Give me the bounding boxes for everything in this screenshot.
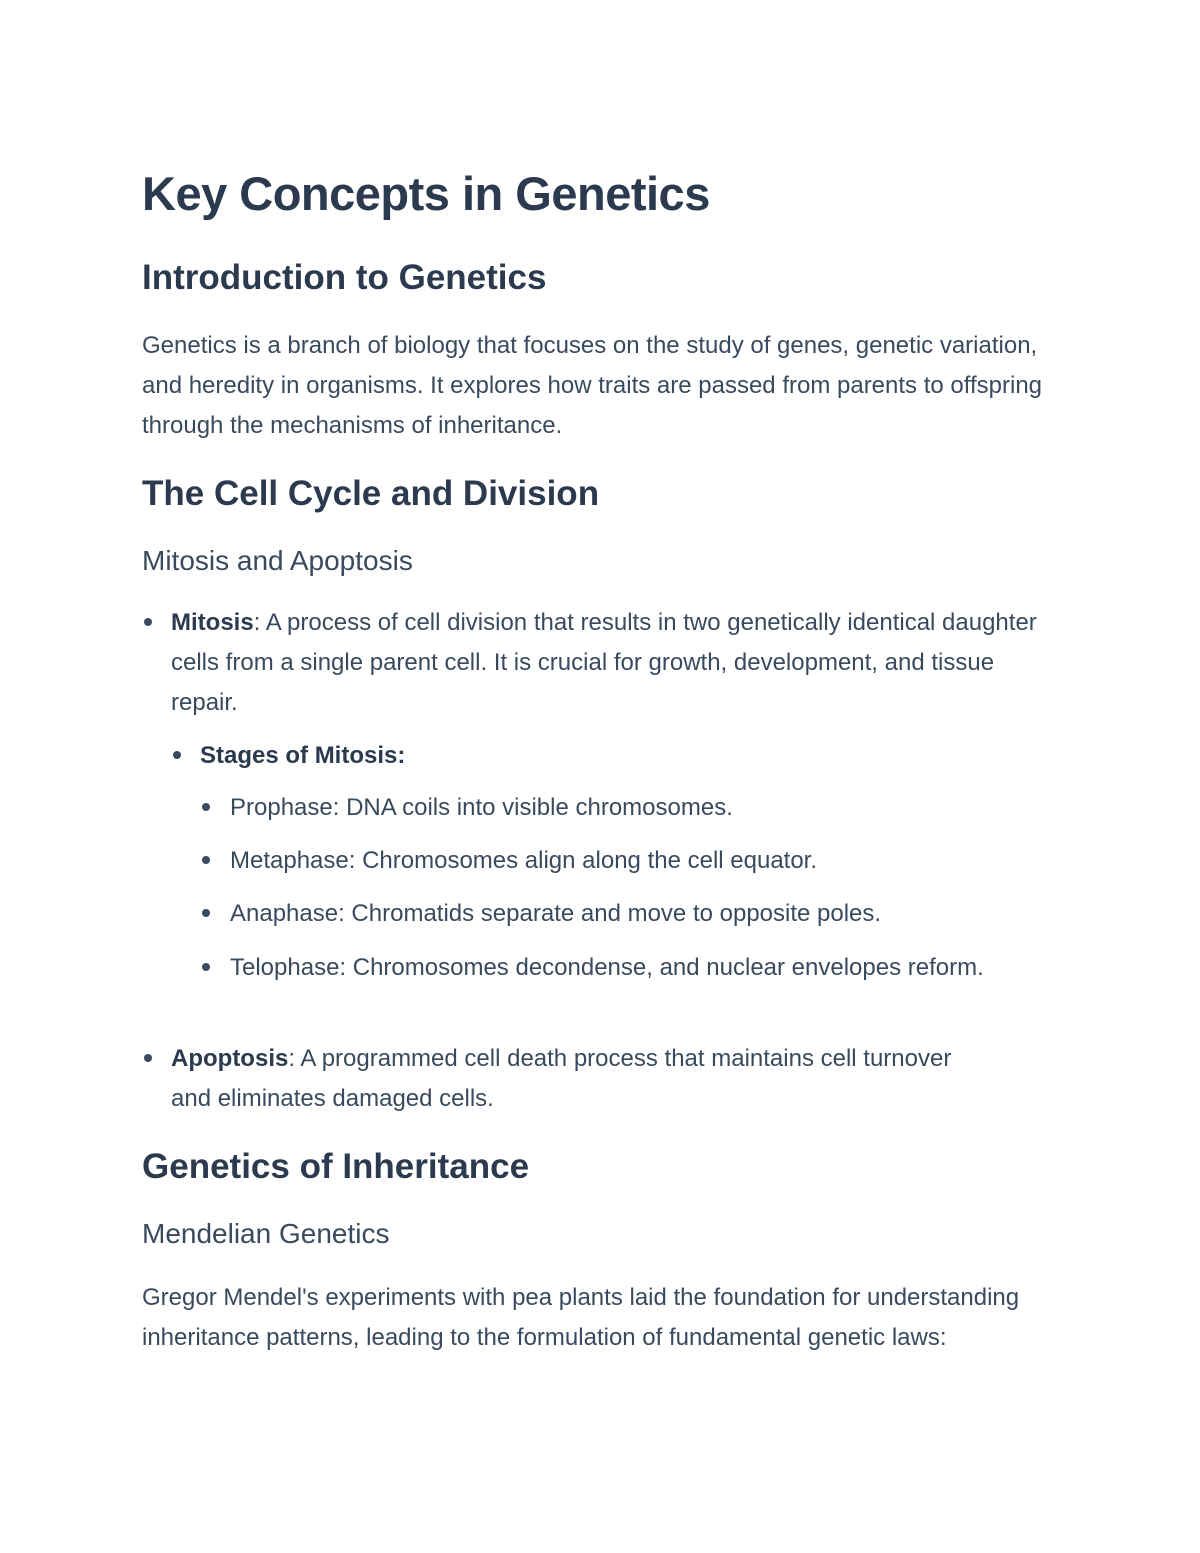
list-item-metaphase: Metaphase: Chromosomes align along the cell equator.: [230, 847, 818, 874]
bullet-dot: [202, 856, 210, 864]
apoptosis-term: Apoptosis: [171, 1045, 289, 1072]
list-item-prophase: Prophase: DNA coils into visible chromosomes.: [230, 794, 733, 821]
apoptosis-description: : A programmed cell death process that maintains cell turnover and eliminates damaged cells.: [171, 1045, 952, 1112]
subheading-mitosis-apoptosis: Mitosis and Apoptosis: [142, 545, 413, 576]
stages-of-mitosis-label: Stages of Mitosis:: [200, 742, 406, 769]
list-item-apoptosis: [171, 1039, 991, 1119]
document-title: Key Concepts in Genetics: [142, 167, 710, 220]
subheading-mendelian-genetics: Mendelian Genetics: [142, 1218, 390, 1249]
list-item-stages-label: [200, 736, 1062, 776]
section-heading-inheritance: Genetics of Inheritance: [142, 1147, 530, 1186]
introduction-paragraph: Genetics is a branch of biology that focuses on the study of genes, genetic variation, and heredity in organisms. It explores how traits are passed from parents to offspring through the mechanisms of inheritance.: [142, 332, 1043, 439]
mitosis-term: Mitosis: [171, 609, 254, 636]
bullet-dot: [202, 963, 210, 971]
mitosis-description: : A process of cell division that results in two genetically identical daughter cells from a single parent cell. It is crucial for growth, development, and tissue repair.: [171, 609, 1037, 716]
bullet-dot: [202, 909, 210, 917]
section-heading-introduction: Introduction to Genetics: [142, 258, 547, 297]
bullet-dot: [144, 1054, 152, 1062]
bullet-dot: [144, 618, 152, 626]
mendelian-paragraph: Gregor Mendel's experiments with pea plants laid the foundation for understanding inheritance patterns, leading to the formulation of fundamental genetic laws:: [142, 1284, 1020, 1351]
bullet-dot: [202, 803, 210, 811]
list-item-anaphase: Anaphase: Chromatids separate and move to opposite poles.: [230, 900, 882, 927]
list-item-telophase: Telophase: Chromosomes decondense, and nuclear envelopes reform.: [230, 954, 984, 981]
bullet-dot: [173, 751, 181, 759]
list-item-mitosis: [171, 603, 1062, 723]
section-heading-cell-cycle: The Cell Cycle and Division: [142, 474, 600, 513]
